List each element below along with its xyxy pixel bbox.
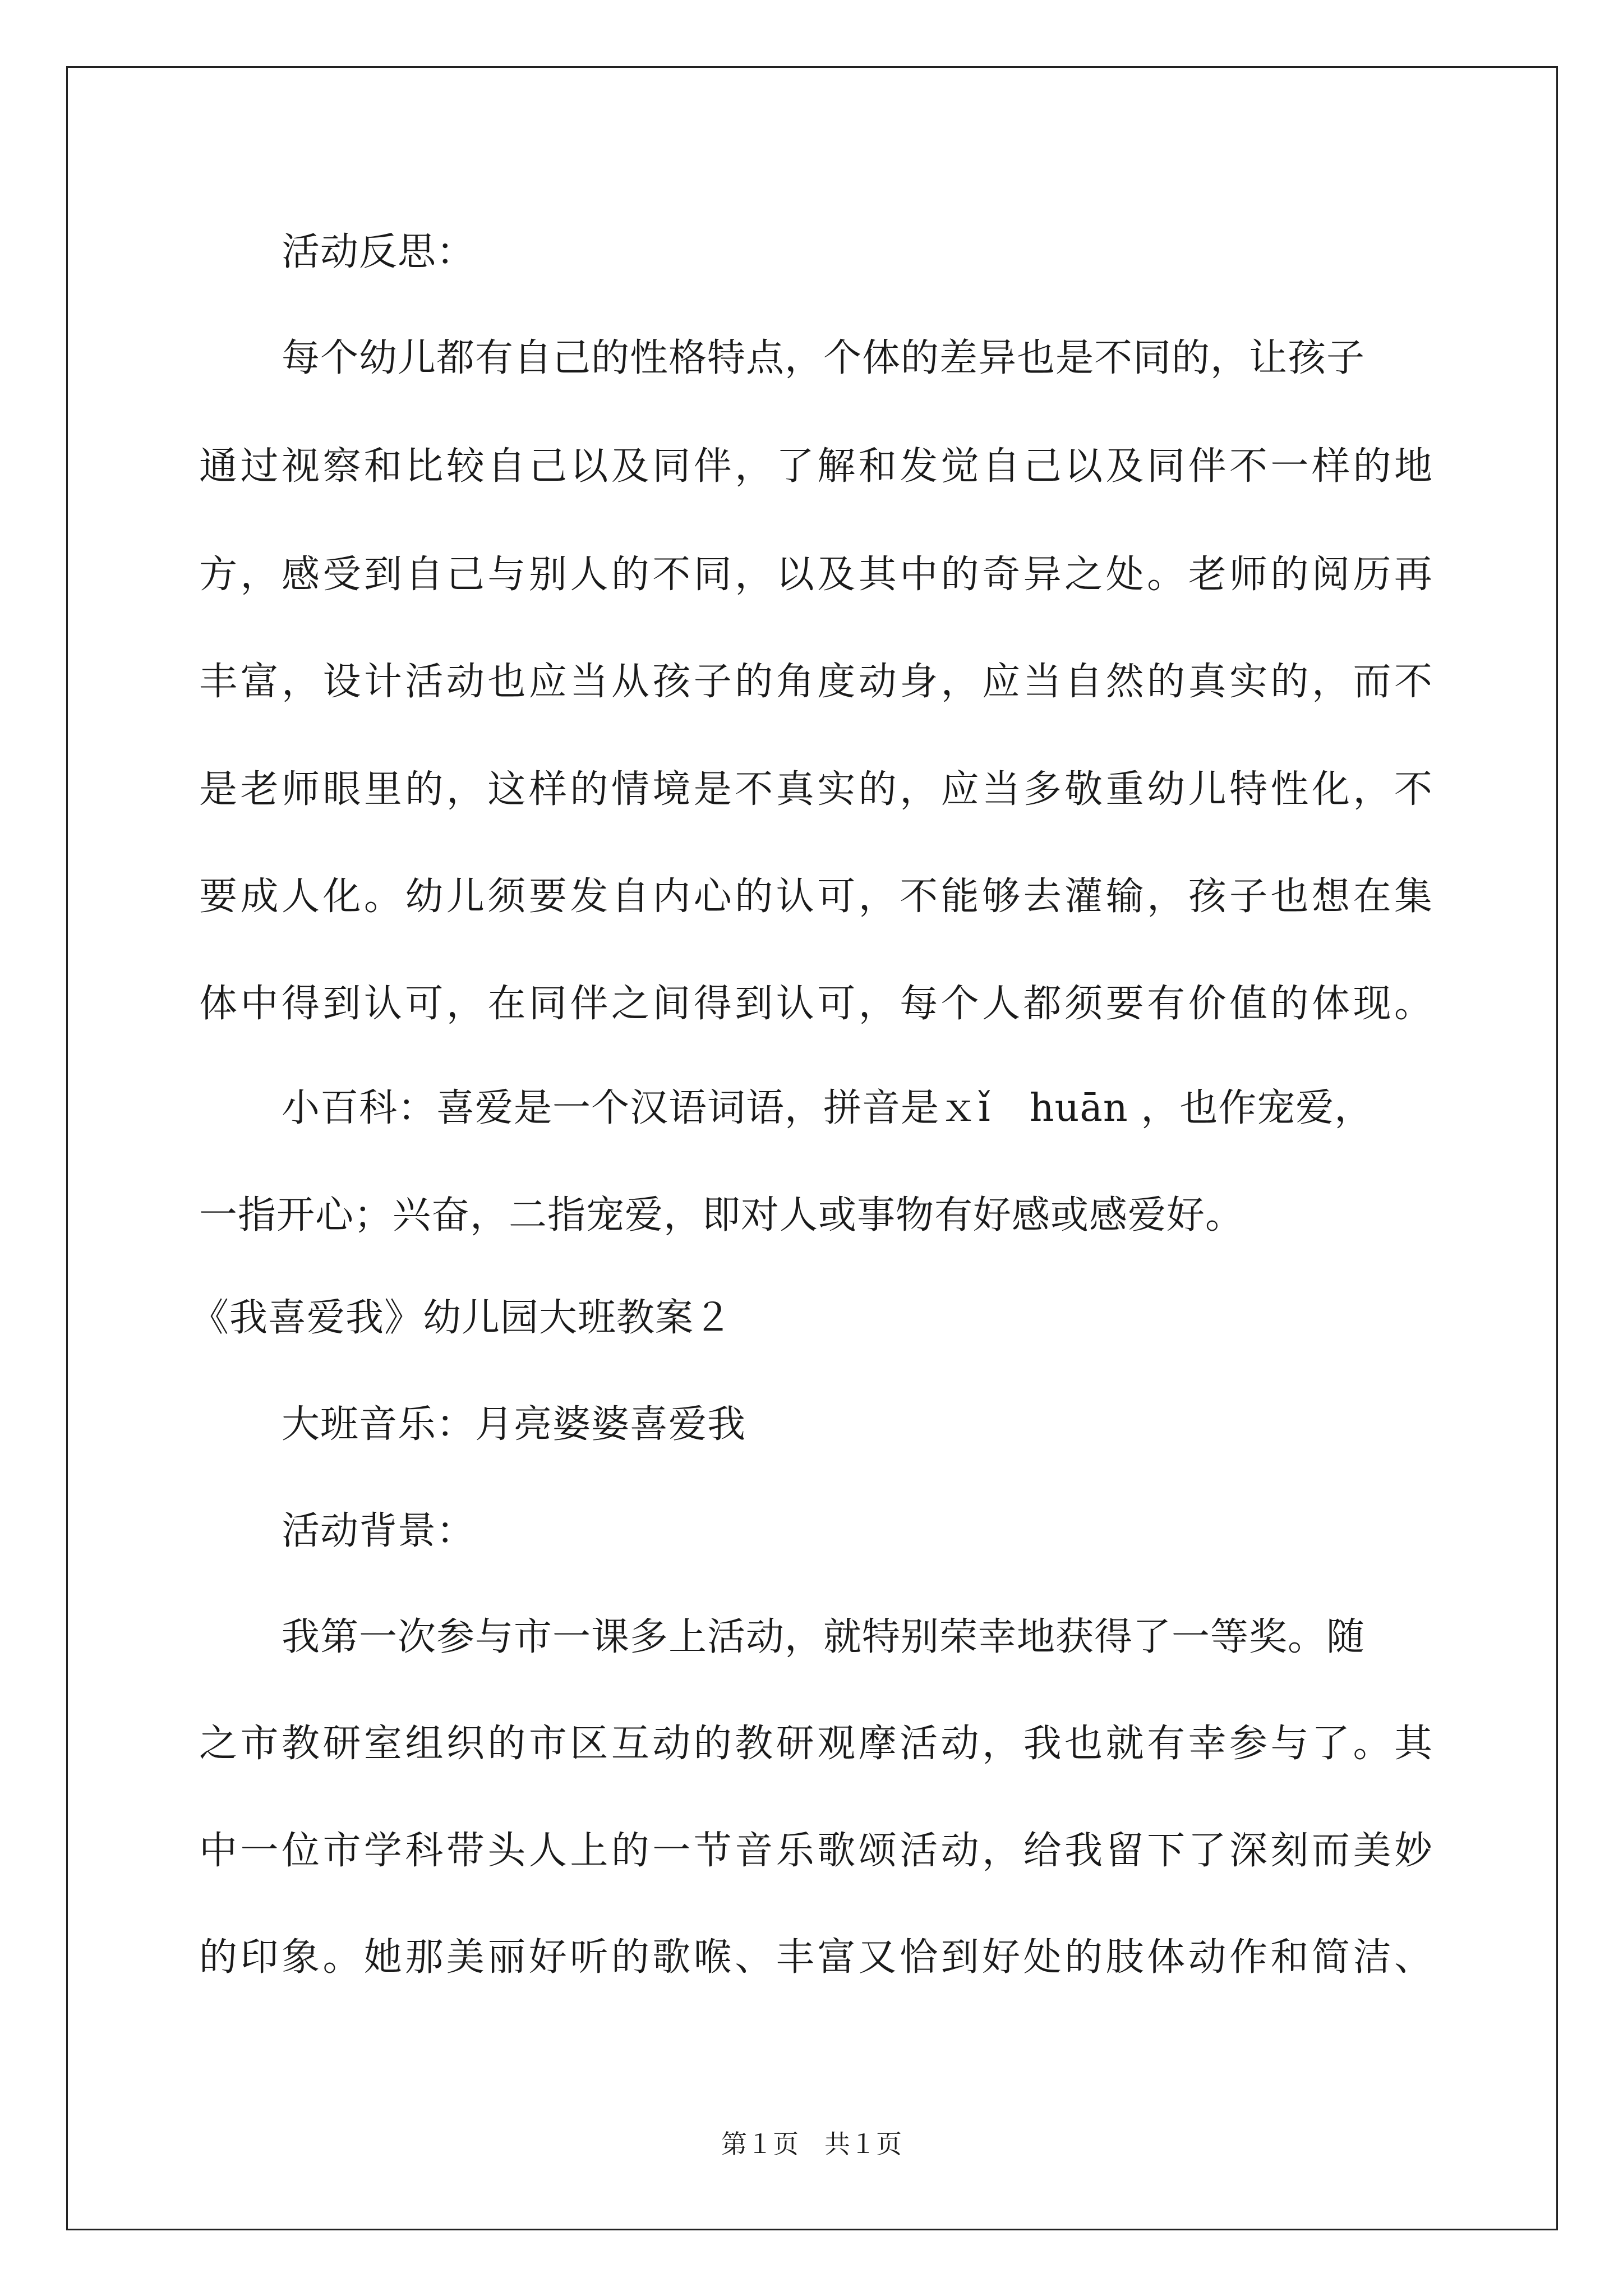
paragraph-line: 的印象。她那美丽好听的歌喉、丰富又恰到好处的肢体动作和简洁、 xyxy=(199,1935,1433,1980)
paragraph-line: 通过视察和比较自己以及同伴，了解和发觉自己以及同伴不一样的地 xyxy=(199,444,1433,489)
section-title: 《我喜爱我》幼儿园大班教案２ xyxy=(191,1296,733,1340)
heading-background: 活动背景： xyxy=(282,1509,476,1553)
paragraph-line: 中一位市学科带头人上的一节音乐歌颂活动，给我留下了深刻而美妙 xyxy=(199,1829,1433,1873)
paragraph-line: 要成人化。幼儿须要发自内心的认可，不能够去灌输，孩子也想在集 xyxy=(199,875,1433,919)
paragraph-line: 方，感受到自己与别人的不同，以及其中的奇异之处。老师的阅历再 xyxy=(199,553,1433,597)
paragraph-line: 每个幼儿都有自己的性格特点，个体的差异也是不同的，让孩子 xyxy=(282,336,1366,380)
paragraph-line: 我第一次参与市一课多上活动，就特别荣幸地获得了一等奖。随 xyxy=(282,1615,1366,1659)
subtitle: 大班音乐：月亮婆婆喜爱我 xyxy=(282,1402,746,1447)
paragraph-line: 之市教研室组织的市区互动的教研观摩活动，我也就有幸参与了。其 xyxy=(199,1722,1433,1766)
heading-reflection: 活动反思： xyxy=(282,230,476,274)
paragraph-line: 体中得到认可，在同伴之间得到认可，每个人都须要有价值的体现。 xyxy=(199,982,1433,1026)
page-footer: 第１页 共１页 xyxy=(721,2130,902,2159)
paragraph-line: 一指开心；兴奋，二指宠爱，即对人或事物有好感或感爱好。 xyxy=(199,1193,1244,1237)
paragraph-line: 是老师眼里的，这样的情境是不真实的，应当多敬重幼儿特性化，不 xyxy=(199,767,1433,812)
page-border xyxy=(66,66,1558,2230)
paragraph-line: 丰富，设计活动也应当从孩子的角度动身，应当自然的真实的，而不 xyxy=(199,660,1433,704)
paragraph-line: 小百科：喜爱是一个汉语词语，拼音是ｘǐ huān ，也作宠爱， xyxy=(282,1086,1373,1130)
